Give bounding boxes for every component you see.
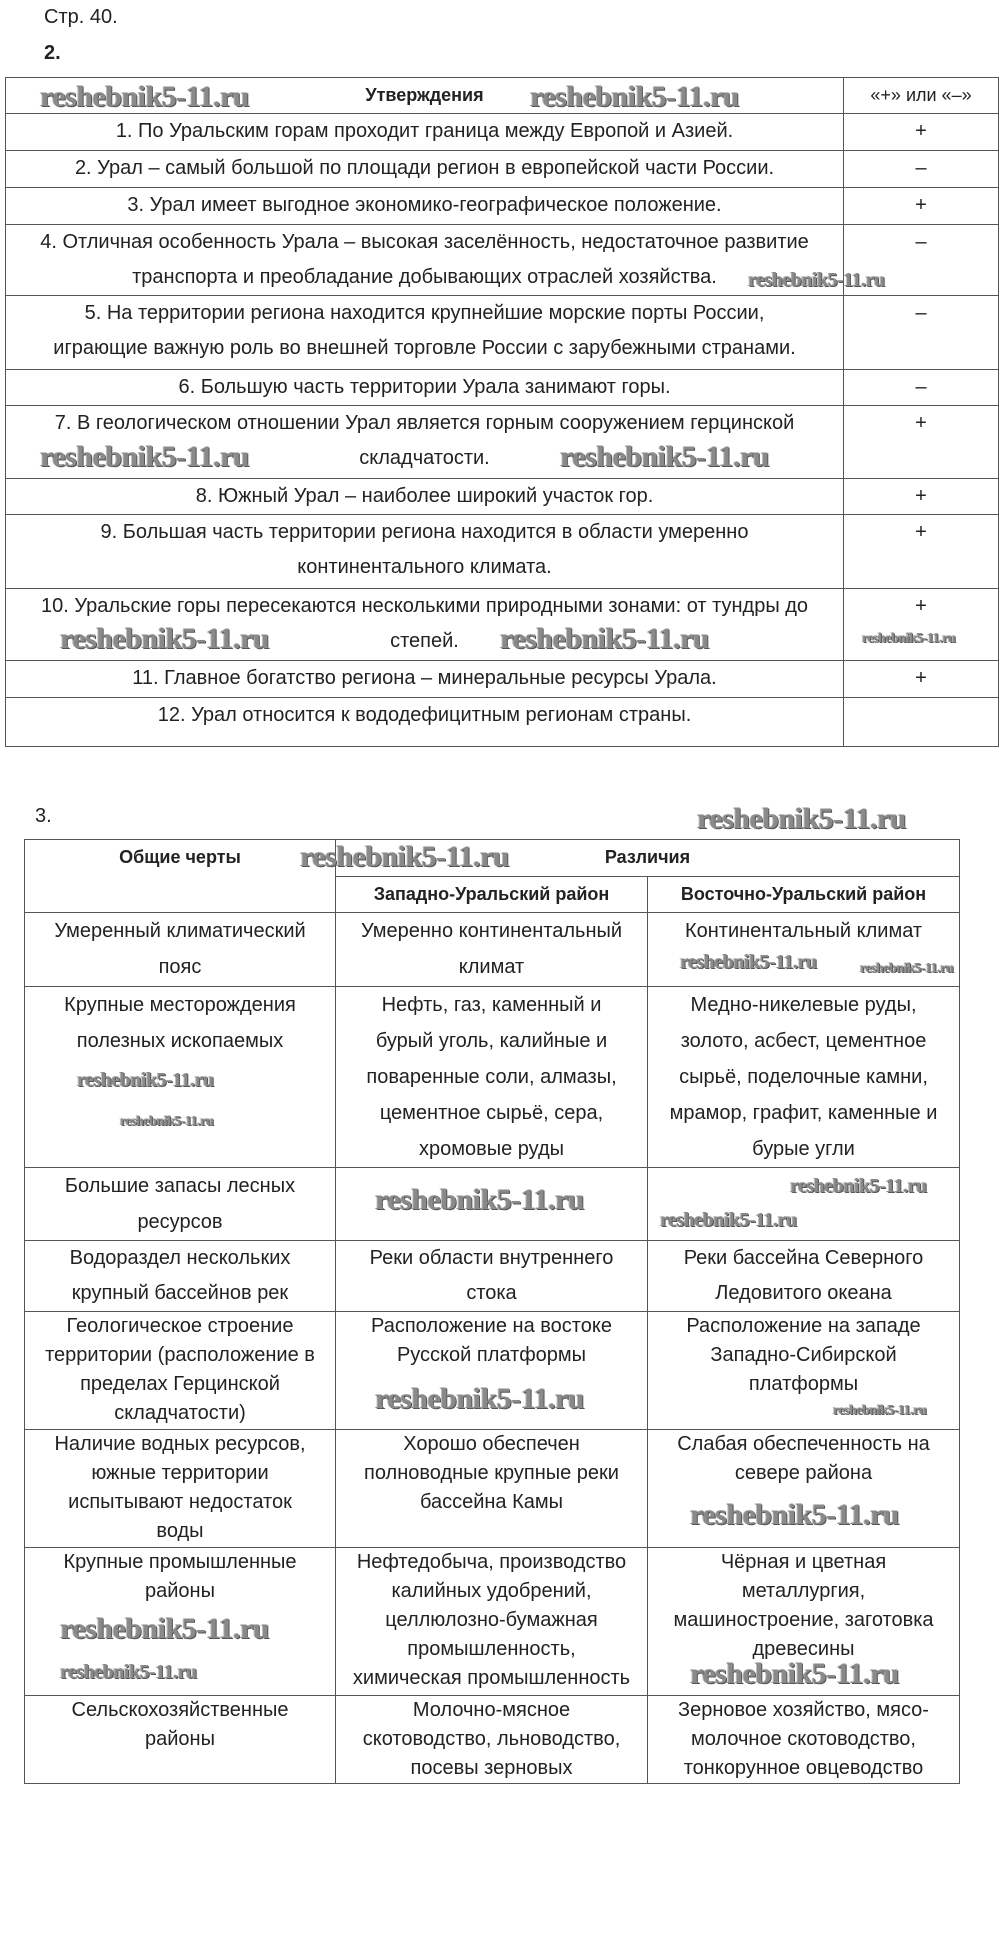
statement-cell: 6. Большую часть территории Урала занимают горы. bbox=[6, 370, 844, 406]
watermark: reshebnik5-11.ru bbox=[862, 631, 956, 646]
watermark: reshebnik5-11.ru bbox=[660, 1209, 797, 1231]
statement-cell: 12. Урал относится к вододефицитным регионам страны. bbox=[6, 698, 844, 747]
watermark: reshebnik5-11.ru bbox=[530, 80, 739, 113]
watermark: reshebnik5-11.ru bbox=[60, 622, 269, 655]
statement-cell: 4. Отличная особенность Урала – высокая заселённость, недостаточное развитие транспорта и преобладание добывающих отраслей хозяйства. bbox=[6, 225, 844, 296]
mark-cell: – bbox=[844, 225, 999, 296]
table-row bbox=[25, 1548, 960, 1696]
statement-cell: 3. Урал имеет выгодное экономико-географическое положение. bbox=[6, 188, 844, 225]
header-west: Западно-Уральский район bbox=[336, 877, 648, 913]
statement-cell: 1. По Уральским горам проходит граница между Европой и Азией. bbox=[6, 114, 844, 151]
mark-cell: + bbox=[844, 589, 999, 661]
common-cell: Умеренный климатический пояс bbox=[25, 913, 336, 987]
statement-cell: 11. Главное богатство региона – минеральные ресурсы Урала. bbox=[6, 661, 844, 698]
table-row bbox=[6, 479, 999, 515]
table-row bbox=[6, 406, 999, 479]
page-label: Стр. 40. bbox=[44, 6, 118, 28]
common-cell: Большие запасы лесных ресурсов bbox=[25, 1168, 336, 1241]
mark-cell: + bbox=[844, 479, 999, 515]
watermark: reshebnik5-11.ru bbox=[690, 1657, 899, 1690]
watermark: reshebnik5-11.ru bbox=[860, 961, 954, 976]
task3-number: 3. bbox=[35, 805, 52, 827]
west-cell: Нефтедобыча, производство калийных удобрений, целлюлозно-бумажная промышленность, химическая промышленность bbox=[336, 1548, 648, 1696]
table-row bbox=[6, 698, 999, 747]
statement-cell: 7. В геологическом отношении Урал является горным сооружением герцинской складчатости. bbox=[6, 406, 844, 479]
statement-cell: 8. Южный Урал – наиболее широкий участок гор. bbox=[6, 479, 844, 515]
west-cell: Расположение на востоке Русской платформы bbox=[336, 1312, 648, 1430]
watermark: reshebnik5-11.ru bbox=[375, 1183, 584, 1216]
east-cell: Слабая обеспеченность на севере района bbox=[648, 1430, 960, 1548]
header-differences: Различия bbox=[336, 840, 960, 877]
mark-cell: – bbox=[844, 151, 999, 188]
statement-cell: 2. Урал – самый большой по площади регион в европейской части России. bbox=[6, 151, 844, 188]
table-row bbox=[6, 515, 999, 589]
east-cell: Чёрная и цветная металлургия, машиностроение, заготовка древесины bbox=[648, 1548, 960, 1696]
east-cell bbox=[648, 1168, 960, 1241]
west-cell: Молочно-мясное скотоводство, льноводство, посевы зерновых bbox=[336, 1696, 648, 1784]
statement-cell: 5. На территории региона находится крупнейшие морские порты России, играющие важную роль во внешней торговле России с зарубежными странами. bbox=[6, 296, 844, 370]
watermark: reshebnik5-11.ru bbox=[500, 622, 709, 655]
header-east: Восточно-Уральский район bbox=[648, 877, 960, 913]
watermark: reshebnik5-11.ru bbox=[60, 1612, 269, 1645]
west-cell bbox=[336, 1168, 648, 1241]
watermark: reshebnik5-11.ru bbox=[40, 80, 249, 113]
east-cell: Реки бассейна Северного Ледовитого океана bbox=[648, 1241, 960, 1312]
mark-cell: + bbox=[844, 406, 999, 479]
west-cell: Умеренно континентальный климат bbox=[336, 913, 648, 987]
table-row bbox=[6, 151, 999, 188]
common-cell: Крупные месторождения полезных ископаемых bbox=[25, 987, 336, 1168]
table-row bbox=[6, 188, 999, 225]
west-cell: Нефть, газ, каменный и бурый уголь, калийные и поваренные соли, алмазы, цементное сырьё, сера, хромовые руды bbox=[336, 987, 648, 1168]
table-row bbox=[6, 296, 999, 370]
header-plus-minus: «+» или «–» bbox=[844, 78, 999, 114]
header-common: Общие черты bbox=[25, 840, 336, 913]
east-cell: Медно-никелевые руды, золото, асбест, цементное сырьё, поделочные камни, мрамор, графит, каменные и бурые угли bbox=[648, 987, 960, 1168]
task2-number: 2. bbox=[44, 42, 61, 64]
mark-cell: + bbox=[844, 188, 999, 225]
watermark: reshebnik5-11.ru bbox=[697, 802, 906, 835]
mark-cell: + bbox=[844, 114, 999, 151]
common-cell: Геологическое строение территории (расположение в пределах Герцинской складчатости) bbox=[25, 1312, 336, 1430]
watermark: reshebnik5-11.ru bbox=[833, 1403, 927, 1418]
table-row bbox=[25, 1168, 960, 1241]
mark-cell bbox=[844, 698, 999, 747]
statement-cell: 9. Большая часть территории региона находится в области умеренно континентального климата. bbox=[6, 515, 844, 589]
table-header-row bbox=[6, 78, 999, 114]
mark-cell: + bbox=[844, 661, 999, 698]
statement-cell: 10. Уральские горы пересекаются несколькими природными зонами: от тундры до степей. bbox=[6, 589, 844, 661]
watermark: reshebnik5-11.ru bbox=[77, 1069, 214, 1091]
table-row bbox=[25, 913, 960, 987]
watermark: reshebnik5-11.ru bbox=[560, 440, 769, 473]
watermark: reshebnik5-11.ru bbox=[40, 440, 249, 473]
table-row bbox=[6, 114, 999, 151]
watermark: reshebnik5-11.ru bbox=[120, 1114, 214, 1129]
watermark: reshebnik5-11.ru bbox=[680, 951, 817, 973]
watermark: reshebnik5-11.ru bbox=[748, 269, 885, 291]
west-cell: Реки области внутреннего стока bbox=[336, 1241, 648, 1312]
table-row bbox=[6, 589, 999, 661]
table-row bbox=[6, 661, 999, 698]
table-row bbox=[25, 1430, 960, 1548]
common-cell: Водораздел нескольких крупный бассейнов рек bbox=[25, 1241, 336, 1312]
mark-cell: – bbox=[844, 296, 999, 370]
common-cell: Наличие водных ресурсов, южные территории испытывают недостаток воды bbox=[25, 1430, 336, 1548]
watermark: reshebnik5-11.ru bbox=[790, 1175, 927, 1197]
watermark: reshebnik5-11.ru bbox=[690, 1498, 899, 1531]
east-cell: Зерновое хозяйство, мясо- молочное скотоводство, тонкорунное овцеводство bbox=[648, 1696, 960, 1784]
east-cell: Континентальный климат bbox=[648, 913, 960, 987]
table-header-row bbox=[25, 840, 960, 877]
table-row bbox=[25, 1312, 960, 1430]
watermark: reshebnik5-11.ru bbox=[300, 840, 509, 873]
common-cell: Крупные промышленные районы bbox=[25, 1548, 336, 1696]
watermark: reshebnik5-11.ru bbox=[375, 1382, 584, 1415]
comparison-table bbox=[24, 839, 960, 1784]
west-cell: Хорошо обеспечен полноводные крупные реки бассейна Камы bbox=[336, 1430, 648, 1548]
table-row bbox=[25, 987, 960, 1168]
table-row bbox=[25, 1241, 960, 1312]
mark-cell: + bbox=[844, 515, 999, 589]
mark-cell: – bbox=[844, 370, 999, 406]
east-cell: Расположение на западе Западно-Сибирской платформы bbox=[648, 1312, 960, 1430]
table-row bbox=[6, 225, 999, 296]
watermark: reshebnik5-11.ru bbox=[60, 1661, 197, 1683]
common-cell: Сельскохозяйственные районы bbox=[25, 1696, 336, 1784]
table-row bbox=[25, 1696, 960, 1784]
statements-table bbox=[5, 77, 999, 747]
header-statements: Утверждения bbox=[6, 78, 844, 114]
table-row bbox=[6, 370, 999, 406]
